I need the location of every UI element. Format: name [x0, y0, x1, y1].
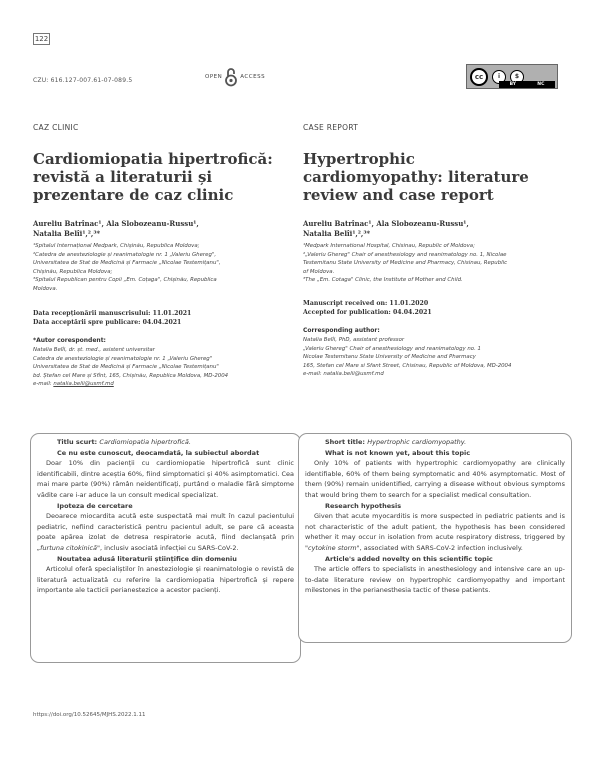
by-person-icon: i [492, 70, 506, 84]
left-corr-line: Catedra de anesteziologie și reanimatologie nr. 1 „Valeriu Ghereg" [33, 355, 213, 362]
right-title-line: Hypertrophic [303, 150, 415, 168]
right-affil-line: ²„Valeriu Ghereg" Chair of anesthesiology and reanimatology no. 1, Nicolae [303, 251, 507, 258]
right-email-line [303, 370, 583, 379]
open-access-left: OPEN [205, 74, 223, 80]
right-corr-heading: Corresponding author: [303, 327, 380, 334]
open-access-right: ACCESS [240, 74, 266, 80]
left-dates [33, 309, 191, 327]
right-known-heading: What is not known yet, about this topic [325, 448, 471, 457]
left-authors-line: Natalia Belîi¹,²,³* [33, 229, 101, 238]
cdu-code: CZU: 616.127-007.61-07-089.5 [33, 77, 133, 84]
left-email-link[interactable]: natalia.belii@usmf.md [53, 381, 114, 388]
right-date-accepted: Accepted for publication: 04.04.2021 [303, 309, 432, 316]
right-hypothesis-italic: "cytokine storm" [305, 543, 360, 552]
right-dates [303, 299, 432, 317]
left-hypothesis-heading: Ipoteza de cercetare [57, 501, 133, 510]
left-correspondence [33, 346, 301, 389]
open-lock-icon [224, 67, 238, 87]
left-date-accepted: Data acceptării spre publicare: 04.04.2021 [33, 319, 182, 326]
right-title-line: review and case report [303, 186, 494, 204]
page-number: 122 [34, 35, 49, 43]
left-short-title-label: Titlu scurt: [57, 438, 98, 446]
right-affil-line: ³The „Em. Cotaga" Clinic, the Institute of Mother and Child. [303, 277, 463, 284]
left-corr-line: Universitatea de Stat de Medicină și Farmacie „Nicolae Testemițanu" [33, 364, 219, 371]
right-corr-line: „Valeriu Ghereg" Chair of anesthesiology and reanimatology no. 1 [303, 345, 481, 352]
left-hypothesis-b: , inclusiv asociată infecției cu SARS-CoV-2. [100, 543, 239, 552]
right-hypothesis-text [305, 511, 565, 553]
right-affil-line: ¹Medpark International Hospital, Chisinau, Republic of Moldova; [303, 243, 475, 249]
cc-nc-label: NC [537, 82, 545, 87]
left-affil-line: Moldova. [33, 285, 58, 292]
right-title-line: cardiomyopathy: literature [303, 168, 529, 186]
left-affil-line: ¹Spitalul Internațional Medpark, Chișinău, Republica Moldova; [33, 243, 200, 249]
right-hypothesis-heading: Research hypothesis [325, 501, 402, 510]
left-corr-line: Natalia Belîi, dr. șt. med., asistent universitar [33, 347, 155, 353]
left-hypothesis-italic: „furtuna citokinică" [37, 543, 101, 552]
right-short-title [305, 437, 565, 448]
right-date-received: Manuscript received on: 11.01.2020 [303, 300, 429, 307]
right-corr-line: Natalia Belîi, PhD, assistant professor [303, 337, 405, 343]
left-affil-line: ²Catedra de anesteziologie și reanimatologie nr. 1 „Valeriu Ghereg", [33, 251, 217, 258]
left-authors [33, 219, 293, 239]
left-date-received: Data recepționării manuscrisului: 11.01.2021 [33, 310, 192, 317]
right-section-label: CASE REPORT [303, 123, 359, 132]
left-known-text: Doar 10% din pacienții cu cardiomiopatie hipertrofică sunt clinic identificabili, dintre aceștia 60%, fiind simptomatici și 40% asimptomatici. Cea mai mare parte (90%) rămân neidentificați, purtând o maladie fără simptome vădite care i-ar aduce la un consult medical specializat. [37, 459, 294, 499]
right-summary-box [298, 433, 572, 643]
left-title-line: prezentare de caz clinic [33, 186, 234, 204]
right-email-label: e-mail: [303, 371, 324, 378]
left-known-heading: Ce nu este cunoscut, deocamdată, la subiectul abordat [57, 448, 260, 457]
cc-license-labels [499, 81, 555, 88]
left-title-line: revistă a literaturii și [33, 168, 213, 186]
left-section-label: CAZ CLINIC [33, 123, 79, 132]
right-short-title-value: Hypertrophic cardiomyopathy. [367, 438, 467, 446]
right-affil-line: of Moldova. [303, 268, 335, 275]
left-hypothesis-text [37, 511, 294, 553]
cc-icon: cc [470, 68, 488, 86]
nc-dollar-icon: $ [510, 70, 524, 84]
left-email-line [33, 380, 301, 389]
right-corr-line: Nicolae Testemitanu State University of Medicine and Pharmacy [303, 354, 476, 361]
right-novelty-heading: Article's added novelty on this scientific topic [325, 554, 493, 563]
right-known-text: Only 10% of patients with hypertrophic cardiomyopathy are clinically identifiable, 60% of them being symptomatic and 40% asymptomatic. Most of them (90%) remain unidentified, carrying a disease without obvious symptoms that would bring them to search for a specialist medical consultation. [305, 459, 565, 499]
left-corr-line: bd. Ștefan cel Mare și Sfînt, 165, Chișinău, Republica Moldova, MD-2004 [33, 372, 229, 379]
right-title [303, 150, 573, 204]
right-hypothesis-b: , associated with SARS-CoV-2 infection inclusively. [359, 543, 523, 552]
right-novelty-text: The article offers to specialists in anesthesiology and intensive care an up-to-date literature review on hypertrophic cardiomyopathy and important milestones in the perianesthesia tactic of these patients. [305, 565, 565, 595]
right-email-link[interactable]: natalia.belii@usmf.md [323, 371, 384, 378]
right-affil-line: Testemitanu State University of Medicine and Pharmacy, Chisinau, Republic [303, 260, 508, 267]
left-affil-line: Chișinău, Republica Moldova; [33, 268, 113, 275]
left-novelty-heading: Noutatea adusă literaturii științifice din domeniu [57, 554, 237, 563]
left-title-line: Cardiomiopatia hipertrofică: [33, 150, 273, 168]
open-access-logo [205, 66, 265, 88]
left-affil-line: ³Spitalul Republican pentru Copii „Em. Coțaga", Chișinău, Republica [33, 277, 217, 284]
left-authors-line: Aureliu Batrînac¹, Ala Slobozeanu-Russu¹, [33, 219, 199, 228]
right-affiliations [303, 242, 578, 285]
creative-commons-badge[interactable] [466, 64, 558, 89]
right-authors-line: Natalia Belîi¹,²,³* [303, 229, 371, 238]
right-corr-line: 165, Stefan cel Mare si Sfant Street, Chisinau, Republic of Moldova, MD-2004 [303, 362, 512, 369]
left-hypothesis-a: Deoarece miocardita acută este suspectată mai mult în cazul pacientului pediatric, nefiind caracteristică pentru pacientul adult, se pare că aceasta poate apărea izolat de detresa respiratorie acută, fiind declanșată prin [37, 512, 294, 542]
right-correspondence [303, 336, 583, 379]
left-novelty-text: Articolul oferă specialiștilor în anesteziologie și reanimatologie o revistă de literatură actualizată cu referire la cardiomiopatia hipertrofică și repere importante ale tacticii perianestezice a acestor pacienți. [37, 565, 294, 595]
right-short-title-label: Short title: [325, 438, 366, 446]
doi-link[interactable]: https://doi.org/10.52645/MJHS.2022.1.11 [33, 712, 146, 718]
right-hypothesis-a: Given that acute myocarditis is more suspected in pediatric patients and is not characteristic of the adult patient, the hypothesis has been considered whether it may occur in isolation from acute respiratory distress, triggered by [305, 512, 565, 542]
left-email-label: e-mail: [33, 381, 54, 388]
left-short-title [37, 437, 294, 448]
right-authors [303, 219, 573, 239]
left-affil-line: Universitatea de Stat de Medicină și Farmacie „Nicolae Testemițanu", [33, 260, 221, 267]
left-corr-heading: *Autor corespondent: [33, 337, 106, 344]
left-affiliations [33, 242, 298, 294]
cc-by-label: BY [509, 82, 517, 87]
left-summary-box [30, 433, 301, 663]
left-title [33, 150, 293, 204]
right-authors-line: Aureliu Batrînac¹, Ala Slobozeanu-Russu¹, [303, 219, 469, 228]
left-short-title-value: Cardiomiopatia hipertrofică. [99, 438, 191, 446]
